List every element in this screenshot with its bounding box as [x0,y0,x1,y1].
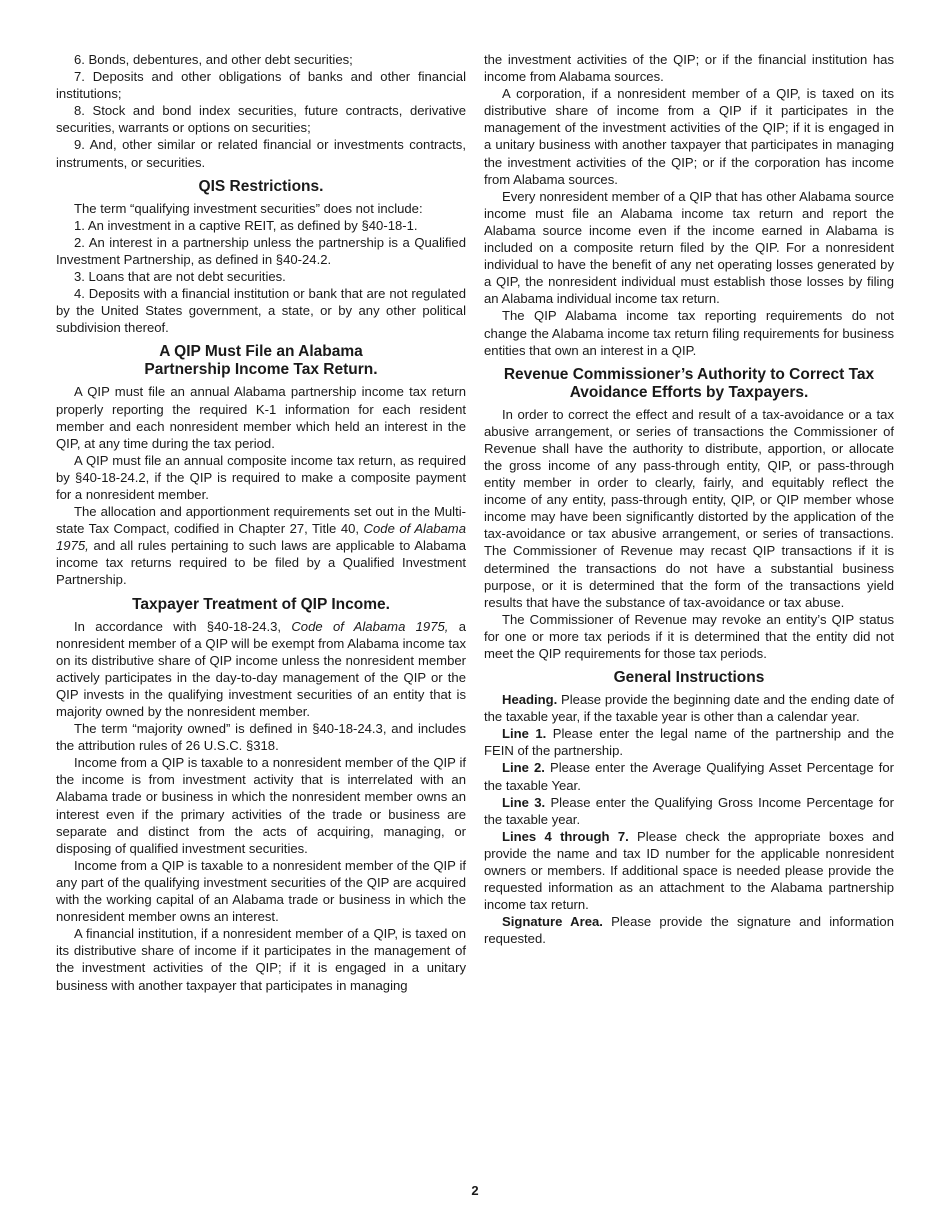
continuation-paragraph: the investment activities of the QIP; or if the financial institution has income from Alabama sources. [484,52,894,85]
instruction-text: Please provide the beginning date and the ending date of the taxable year, if the taxable year is other than a calendar year. [484,692,894,725]
instruction-text: Please enter the Average Qualifying Asset Percentage for the taxable Year. [484,760,894,793]
taxpayer-treatment-paragraph: Income from a QIP is taxable to a nonresident member of the QIP if the income is from investment activity that is interrelated with an Alabama trade or business in which the nonresident member owns an interest even if the primary activities of the trade or business are separate and distinct from the acts of acquiring, managing, or disposing of qualified investment securities. [56,755,466,856]
instruction-item [484,759,894,793]
must-file-heading-line1: A QIP Must File an Alabama [159,343,363,361]
instruction-item [484,725,894,759]
left-column [56,51,466,994]
corporation-paragraph: A corporation, if a nonresident member of a QIP, is taxed on its distributive share of income from a QIP if it participates in the management of the investment activities of the QIP; if it is engaged in a unitary business with another taxpayer that participates in managing the investment activities of the QIP; or if the corporation has income from Alabama sources. [484,86,894,187]
instruction-text: Please provide the signature and information requested. [484,914,895,947]
nonresident-paragraph: Every nonresident member of a QIP that has other Alabama source income must file an Alabama income tax return and report the Alabama source income even if the income earned in Alabama is included on a composite return filed by the QIP. For a nonresident individual to have the benefit of any net operating losses generated by a QIP, the nonresident individual must establish those losses by filing an Alabama individual income tax return. [484,188,894,307]
text-span: a nonresident member of a QIP will be exempt from Alabama income tax on its distributive share of QIP income unless the nonresident member actively participates in the day-to-day management of the QIP or the QIP invests in the qualifying investment securities of an entity that is majority owned by the nonresident member. [56,618,466,719]
instruction-label: Line 2. [502,760,545,776]
must-file-paragraph: A QIP must file an annual composite income tax return, as required by §40-18-24.2, if the QIP is required to make a composite payment for a nonresident member. [56,452,466,502]
qis-restriction-item: 4. Deposits with a financial institution or bank that are not regulated by the United States government, a state, or by any other political subdivision thereof. [56,286,466,336]
instruction-item [484,794,894,828]
qis-restriction-item: 1. An investment in a captive REIT, as defined by §40-18-1. [74,217,418,233]
instruction-item [484,913,894,947]
instruction-text: Please check the appropriate boxes and provide the name and tax ID number for the applicable nonresident owners or members. If additional space is needed please provide the requested information as an attachment to the Alabama partnership income tax return. [484,828,894,913]
must-file-heading [56,343,466,379]
instruction-label: Lines 4 through 7. [502,828,629,844]
must-file-paragraph: A QIP must file an annual Alabama partnership income tax return properly reporting the required K-1 information for each resident member and each nonresident member which held an interest in the QIP, at any time during the tax period. [56,384,466,451]
page-number: 2 [471,1183,479,1198]
text-span: and all rules pertaining to such laws are applicable to Alabama income tax returns required to be filed by a Qualified Investment Partnership. [56,538,466,588]
instruction-item [484,828,894,913]
instruction-label: Line 1. [502,726,547,742]
authority-heading-line2: Avoidance Efforts by Taxpayers. [569,383,809,401]
qis-restrictions-heading: QIS Restrictions. [198,177,324,195]
taxpayer-treatment-heading: Taxpayer Treatment of QIP Income. [132,595,390,613]
authority-paragraph: The Commissioner of Revenue may revoke an entity’s QIP status for one or more tax periods if it is determined that the entity did not meet the QIP requirements for those tax periods. [484,611,894,661]
debt-item: 7. Deposits and other obligations of banks and other financial institutions; [56,69,466,102]
general-instructions-heading: General Instructions [613,669,765,687]
taxpayer-treatment-paragraph: Income from a QIP is taxable to a nonresident member of the QIP if any part of the qualifying investment securities of the QIP are acquired with the working capital of an Alabama trade or business in which the nonresident member owns an interest. [56,857,466,925]
instruction-label: Signature Area. [502,914,603,930]
qis-restriction-item: 2. An interest in a partnership unless the partnership is a Qualified Investment Partnership, as defined in §40-24.2. [56,234,466,267]
authority-paragraph: In order to correct the effect and result of a tax-avoidance or a tax abusive arrangement, or series of transactions the Commissioner of Revenue shall have the authority to distribute, apportion, or allocate the gross income of any pass-through entity, QIP, or pass-through entity member in order to clearly, fairly, and equitably reflect the income of any entity, pass-through entity, QIP, or QIP member whose income may have been significantly distorted by the application of the tax-avoidance or tax abusive arrangement, or series of transactions. The Commissioner of Revenue may recast QIP transactions if it is determined the transactions do not have a substantial business purpose, or it is determined that the form of the transactions yield results that have the substance of tax-avoidance or tax abuse. [484,406,894,610]
taxpayer-treatment-paragraph: A financial institution, if a nonresident member of a QIP, is taxed on its distributive share of income if it participates in the management of the investment activities of the QIP; if it is engaged in a unitary business with another taxpayer that participates in managing [56,926,466,993]
code-citation: Code of Alabama 1975, [291,618,449,634]
debt-item: 9. And, other similar or related financial or investments contracts, instruments, or securities. [56,137,466,170]
authority-heading [484,366,894,402]
right-column [484,51,894,948]
code-citation: Code of Alabama 1975, [56,521,466,554]
instruction-text: Please enter the Qualifying Gross Income Percentage for the taxable year. [484,794,894,827]
instruction-label: Heading. [502,692,558,708]
must-file-heading-line2: Partnership Income Tax Return. [144,361,378,379]
debt-item: 8. Stock and bond index securities, future contracts, derivative securities, warrants or options on securities; [56,103,466,136]
instruction-item [484,691,894,725]
reporting-paragraph: The QIP Alabama income tax reporting requirements do not change the Alabama income tax return filing requirements for business entities that own an interest in a QIP. [484,308,894,358]
instruction-label: Line 3. [502,794,546,810]
debt-item: 6. Bonds, debentures, and other debt securities; [74,52,353,67]
instruction-text: Please enter the legal name of the partnership and the FEIN of the partnership. [484,726,894,759]
text-span: In accordance with §40-18-24.3, [74,618,292,634]
taxpayer-treatment-paragraph: The term “majority owned” is defined in §40-18-24.3, and includes the attribution rules of 26 U.S.C. §318. [56,721,466,754]
authority-heading-line1: Revenue Commissioner’s Authority to Correct Tax [503,365,875,383]
must-file-paragraph [56,503,466,588]
qis-restriction-item: 3. Loans that are not debt securities. [74,269,286,285]
qis-restrictions-intro: The term “qualifying investment securities” does not include: [74,200,423,216]
taxpayer-treatment-paragraph [56,618,466,721]
text-span: The allocation and apportionment requirements set out in the Multi-state Tax Compact, codified in Chapter 27, Title 40, [56,504,466,537]
